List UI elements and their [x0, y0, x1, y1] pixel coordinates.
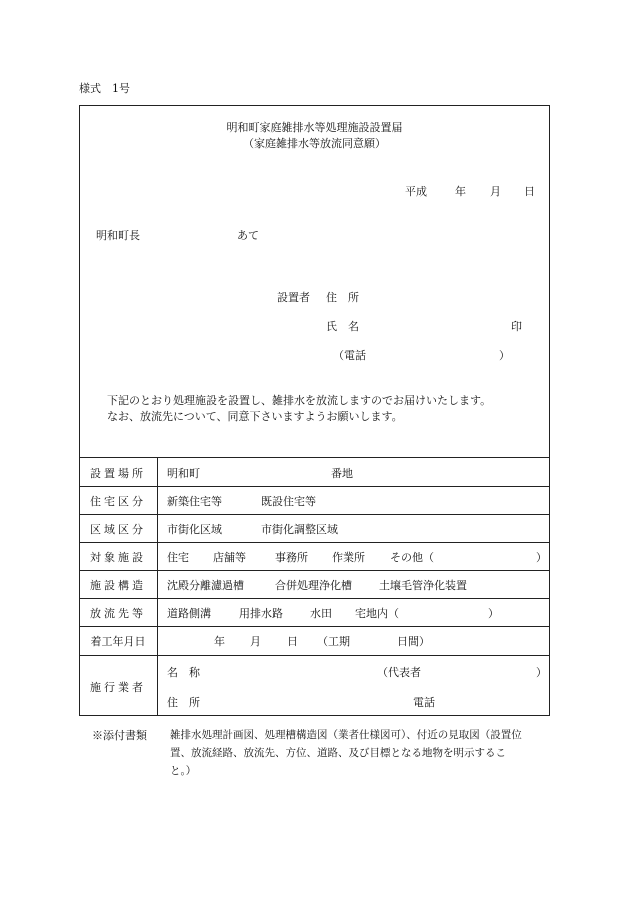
- row-label-contractor: 施行業者: [90, 681, 146, 694]
- row-label-discharge: 放流先等: [90, 607, 146, 620]
- start-day[interactable]: 日: [287, 635, 298, 648]
- facility-option-office[interactable]: 事務所: [275, 551, 308, 564]
- row-divider: [79, 514, 550, 515]
- body-text-line-2: なお、放流先について、同意下さいますようお願いします。: [107, 410, 403, 423]
- date-era: 平成: [405, 185, 427, 198]
- contractor-name-label[interactable]: 名 称: [167, 666, 200, 679]
- location-town: 明和町: [167, 467, 200, 480]
- row-divider: [79, 655, 550, 656]
- row-divider: [79, 542, 550, 543]
- installer-phone-label[interactable]: （電話: [333, 349, 366, 362]
- facility-option-workshop[interactable]: 作業所: [332, 551, 365, 564]
- row-label-location: 設置場所: [90, 467, 146, 480]
- installer-phone-close: ）: [499, 349, 510, 362]
- housing-option-existing[interactable]: 既設住宅等: [261, 495, 316, 508]
- discharge-option-premises[interactable]: 宅地内（: [355, 607, 399, 620]
- addressee-ate: あて: [237, 229, 259, 242]
- discharge-option-channel[interactable]: 用排水路: [239, 607, 283, 620]
- attachments-line-3: と。）: [170, 765, 197, 777]
- discharge-option-gutter[interactable]: 道路側溝: [167, 607, 211, 620]
- structure-option-septic[interactable]: 合併処理浄化槽: [275, 579, 352, 592]
- attachments-label: ※添付書類: [92, 729, 147, 742]
- facility-option-shop[interactable]: 店舗等: [213, 551, 246, 564]
- row-divider: [79, 598, 550, 599]
- row-label-housing: 住宅区分: [90, 495, 146, 508]
- seal-mark: 印: [511, 320, 522, 333]
- housing-option-new[interactable]: 新築住宅等: [167, 495, 222, 508]
- row-divider: [79, 570, 550, 571]
- date-month[interactable]: 月: [490, 185, 501, 198]
- location-banchi[interactable]: 番地: [331, 467, 353, 480]
- date-year[interactable]: 年: [455, 185, 466, 198]
- row-label-zone: 区域区分: [90, 523, 146, 536]
- installer-label: 設置者: [277, 291, 310, 304]
- facility-option-house[interactable]: 住宅: [167, 551, 189, 564]
- discharge-option-paddy[interactable]: 水田: [310, 607, 332, 620]
- discharge-premises-close: ）: [488, 607, 499, 620]
- contractor-rep-close: ）: [536, 666, 547, 679]
- structure-option-sedimentation[interactable]: 沈殿分離濾過槽: [167, 579, 244, 592]
- row-label-start-date: 着工年月日: [90, 635, 146, 648]
- form-number: 様式 1号: [79, 82, 130, 95]
- facility-other-close: ）: [536, 551, 547, 564]
- form-subtitle: （家庭雑排水等放流同意願）: [243, 137, 386, 150]
- start-year[interactable]: 年: [214, 635, 225, 648]
- contractor-rep-label[interactable]: （代表者: [377, 666, 421, 679]
- body-text-line-1: 下記のとおり処理施設を設置し、雑排水を放流しますのでお届けいたします。: [107, 394, 492, 407]
- row-divider: [79, 486, 550, 487]
- attachments-line-1: 雑排水処理計画図、処理槽構造図（業者仕様図可）、付近の見取図（設置位: [170, 729, 522, 741]
- row-label-structure: 施設構造: [90, 579, 146, 592]
- row-label-facility: 対象施設: [90, 551, 146, 564]
- work-period-label[interactable]: （工期: [317, 635, 350, 648]
- form-title: 明和町家庭雑排水等処理施設設置届: [226, 121, 403, 134]
- attachments-line-2: 置、放流経路、放流先、方位、道路、及び目標となる地物を明示するこ: [170, 747, 506, 759]
- row-divider: [79, 626, 550, 627]
- start-month[interactable]: 月: [250, 635, 261, 648]
- zone-option-urban[interactable]: 市街化区域: [167, 523, 222, 536]
- zone-option-adjust[interactable]: 市街化調整区域: [261, 523, 338, 536]
- contractor-phone-label[interactable]: 電話: [413, 696, 435, 709]
- date-day[interactable]: 日: [524, 185, 535, 198]
- work-period-days: 日間）: [397, 635, 430, 648]
- installer-address-label[interactable]: 住 所: [326, 291, 359, 304]
- facility-option-other[interactable]: その他（: [390, 551, 434, 564]
- structure-option-soil[interactable]: 土壌毛管浄化装置: [379, 579, 467, 592]
- table-top-border: [79, 457, 550, 458]
- label-column-divider: [157, 457, 158, 716]
- contractor-address-label[interactable]: 住 所: [167, 696, 200, 709]
- addressee-name: 明和町長: [96, 229, 140, 242]
- installer-name-label[interactable]: 氏 名: [326, 320, 359, 333]
